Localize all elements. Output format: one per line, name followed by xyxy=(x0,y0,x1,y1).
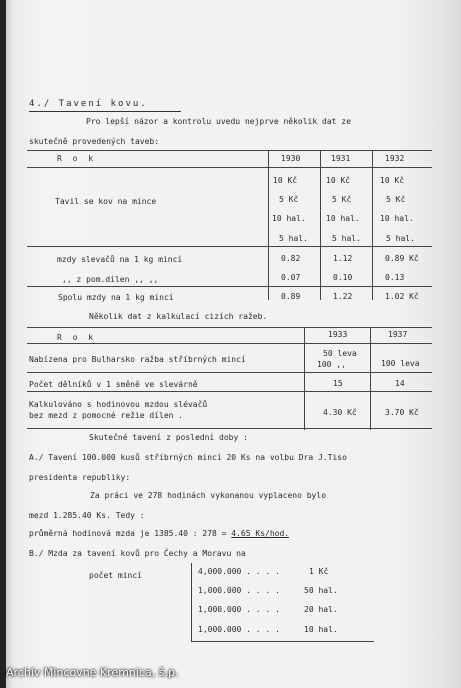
pom-value: 0.07 xyxy=(281,273,301,282)
tavil-cell: 5 hal. xyxy=(386,234,415,243)
pom-value: 0.10 xyxy=(333,273,353,282)
table1-vline-2 xyxy=(320,151,321,300)
table2-year-1: 1933 xyxy=(328,330,348,339)
count-row-amount: 4,000.000 . . . . xyxy=(198,567,280,576)
tavil-cell: 5 Kč xyxy=(386,195,406,204)
mzdy-value: 0.89 Kč xyxy=(385,254,419,263)
title-underline xyxy=(29,111,181,112)
pom-label: ,, z pom.dílen ,, ,, xyxy=(62,275,159,284)
table1-year-3: 1932 xyxy=(385,154,405,163)
table2-vline-1 xyxy=(304,328,305,430)
count-row-denom: 1 Kč xyxy=(309,567,329,576)
paragraph-a-line: mezd 1.285.40 Ks. Tedy : xyxy=(29,511,145,520)
paragraph-a-line: Za práci ve 278 hodinách vykonanou vyplaceno bylo xyxy=(90,491,327,500)
paragraph-a-line: presidenta republiky: xyxy=(29,473,131,482)
section-title: 4./ Tavení kovu. xyxy=(29,99,148,109)
spolu-value: 1.02 Kč xyxy=(385,292,419,301)
tavil-cell: 5 Kč xyxy=(332,195,352,204)
count-row-denom: 50 hal. xyxy=(304,586,338,595)
pom-value: 0.13 xyxy=(385,273,405,282)
table1-year-1: 1930 xyxy=(281,154,301,163)
intro-text-2: skutečně provedených taveb: xyxy=(29,137,160,146)
tavil-cell: 10 Kč xyxy=(380,176,405,185)
tavil-cell: 10 Kč xyxy=(273,176,298,185)
count-vline xyxy=(191,563,192,641)
binding-edge xyxy=(0,0,6,688)
table2-row1-value: 100 leva xyxy=(381,359,420,368)
tavil-cell: 5 Kč xyxy=(279,195,299,204)
table2-row1-value: 50 leva xyxy=(323,349,357,358)
table2-caption: Několik dat z kalkulací cizích ražeb. xyxy=(89,312,268,321)
tavil-cell: 10 Kč xyxy=(326,176,351,185)
table2-row3-label: bez mezd z pomocné režie dílen . xyxy=(29,411,184,420)
tavil-cell: 10 hal. xyxy=(272,214,306,223)
count-row-amount: 1,000.000 . . . . xyxy=(198,625,280,634)
count-row-denom: 20 hal. xyxy=(304,605,338,614)
count-bottom-rule xyxy=(191,641,374,642)
table2-header-rule xyxy=(27,343,432,344)
table1-mid-rule xyxy=(27,246,432,247)
table2-row3-label: Kalkulováno s hodinovou mzdou slévačů xyxy=(29,400,208,409)
tavil-cell: 5 hal. xyxy=(332,234,361,243)
spolu-value: 1.22 xyxy=(333,292,353,301)
table2-row1-label: Nabízena pro Bulharsko ražba stříbrných mincí xyxy=(29,355,246,364)
wage-formula: průměrná hodinová mzda je 1385.40 : 278 = xyxy=(29,529,232,538)
tavil-cell: 10 hal. xyxy=(326,214,360,223)
table1-sum-rule xyxy=(27,286,432,287)
wage-result: 4.65 Ks/hod. xyxy=(231,529,290,538)
archive-watermark: Archív Mincovne Kremnica, š.p. xyxy=(6,666,179,679)
table2-row3-value: 3.70 Kč xyxy=(385,408,419,417)
section-heading: Skutečné tavení z poslední doby : xyxy=(89,433,248,442)
table2-row2-label: Počet dělníků v 1 směně ve slevárně xyxy=(29,380,198,389)
table2-row1-rule xyxy=(27,372,432,373)
mzdy-label: mzdy slevačů na 1 kg mincí xyxy=(57,255,183,264)
table2-col-label: R o k xyxy=(57,333,97,342)
table2-top-rule xyxy=(27,327,432,328)
table2-row2-value: 14 xyxy=(395,379,405,388)
table1-vline-3 xyxy=(372,151,373,300)
table1-vline-1 xyxy=(268,151,269,300)
mzdy-value: 1.12 xyxy=(333,254,353,263)
spolu-label: Spolu mzdy na 1 kg mincí xyxy=(58,293,174,302)
count-row-amount: 1,000.000 . . . . xyxy=(198,586,280,595)
count-row-denom: 10 hal. xyxy=(304,625,338,634)
paragraph-a-line xyxy=(29,530,289,538)
table2-bottom-rule xyxy=(27,428,432,429)
mzdy-value: 0.82 xyxy=(281,254,301,263)
table2-vline-2 xyxy=(370,328,371,430)
paragraph-b-line: B./ Mzda za tavení kovů pro Čechy a Moravu na xyxy=(29,549,246,558)
table2-row1-value: 100 ,, xyxy=(317,360,346,369)
table2-row3-value: 4.30 Kč xyxy=(323,408,357,417)
tavil-label: Tavil se kov na mince xyxy=(55,197,157,206)
table2-year-2: 1937 xyxy=(388,330,408,339)
paragraph-a-line: A./ Tavení 100.000 kusů stříbrných mincí 20 Ks na volbu Dra J.Tiso xyxy=(29,453,347,462)
table1-year-2: 1931 xyxy=(331,154,351,163)
table1-col-label: R o k xyxy=(57,154,97,163)
table2-row2-value: 15 xyxy=(333,379,343,388)
intro-text: Pro lepší názor a kontrolu uvedu nejprve několik dat ze xyxy=(86,117,351,126)
table2-row2-rule xyxy=(27,391,432,392)
count-row-amount: 1,000.000 . . . . xyxy=(198,605,280,614)
tavil-cell: 5 hal. xyxy=(279,234,308,243)
spolu-value: 0.89 xyxy=(281,292,301,301)
count-label: počet mincí xyxy=(89,571,142,580)
tavil-cell: 10 hal. xyxy=(380,214,414,223)
